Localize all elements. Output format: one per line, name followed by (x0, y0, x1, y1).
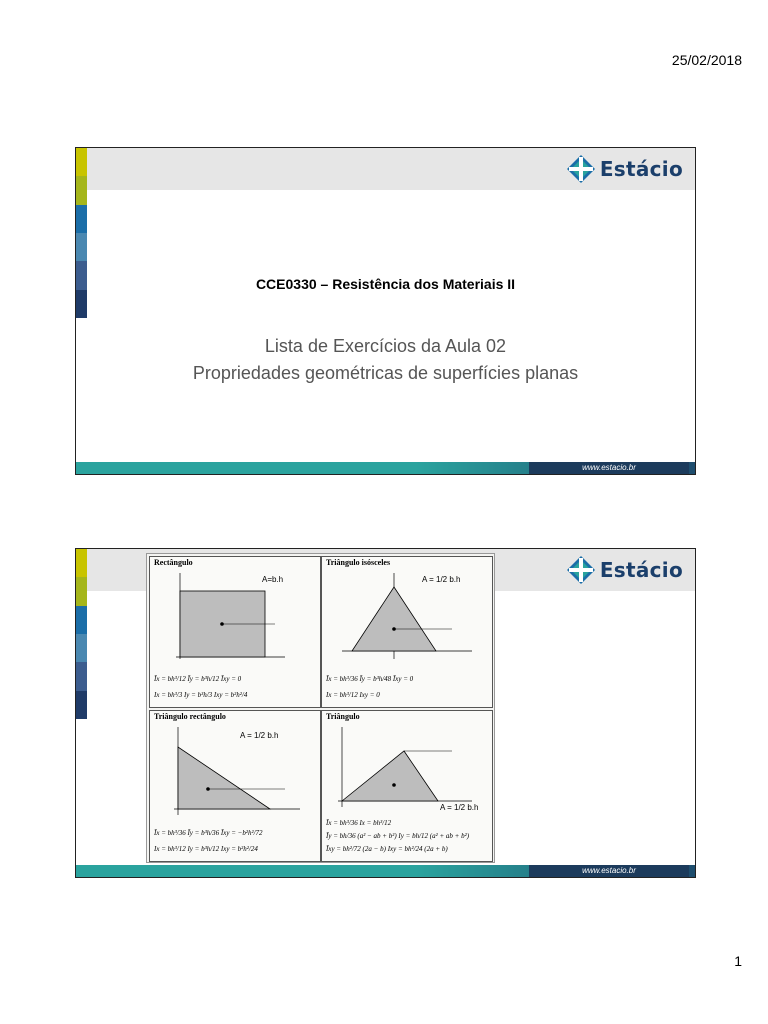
panel-general-triangle (321, 710, 493, 862)
panel-title: Triângulo (326, 712, 360, 721)
slide-subtitle-1: Lista de Exercícios da Aula 02 (264, 336, 507, 356)
footer-url: www.estacio.br (529, 865, 689, 877)
formula-centroidal: Īx = bh³/36 Īy = b³h/36 Īxy = −b²h²/72 (154, 829, 263, 837)
estacio-logo-icon (566, 555, 596, 585)
area-formula: A=b.h (262, 575, 284, 584)
formula-line-1: Īx = bh³/36 Ix = bh³/12 (326, 819, 392, 827)
course-title: CCE0330 – Resistência dos Materiais II (255, 276, 516, 292)
formula-line-3: Īxy = bh²/72 (2a − b) Ixy = bh²/24 (2a + b) (326, 845, 448, 853)
area-formula: A = 1/2 b.h (422, 575, 461, 584)
panel-title: Triângulo isósceles (326, 558, 391, 567)
area-formula: A = 1/2 b.h (240, 731, 279, 740)
panel-title: Triângulo rectângulo (154, 712, 226, 721)
estacio-logo (566, 555, 683, 585)
area-formula: A = 1/2 b.h (440, 803, 479, 812)
estacio-logo (566, 154, 683, 184)
footer-url: www.estacio.br (529, 462, 689, 474)
panel-rectangle (149, 556, 321, 708)
panel-title: Rectângulo (154, 558, 193, 567)
general-triangle-diagram (322, 723, 492, 818)
estacio-logo-icon (566, 154, 596, 184)
panel-right-triangle (149, 710, 321, 862)
right-triangle-diagram (150, 723, 320, 823)
formula-base: Ix = bh³/3 Iy = b³h/3 Ixy = b²h²/4 (154, 691, 248, 699)
formula-base: Ix = bh³/12 Iy = b³h/12 Ixy = b²h²/24 (154, 845, 258, 853)
formula-centroidal: Īx = bh³/12 Īy = b³h/12 Īxy = 0 (154, 675, 242, 683)
slide-subtitle-2: Propriedades geométricas de superfícies planas (192, 363, 579, 383)
color-stripes (76, 549, 87, 719)
slide-footer (76, 462, 695, 474)
slide-2 (75, 548, 696, 878)
slide-footer (76, 865, 695, 877)
formula-line-2: Īy = bh/36 (a² − ab + b²) Iy = bh/12 (a² + ab + b²) (326, 832, 470, 840)
slide-1 (75, 147, 696, 475)
page-date: 25/02/2018 (671, 52, 742, 68)
formula-centroidal: Īx = bh³/36 Īy = b³h/48 Īxy = 0 (326, 675, 414, 683)
estacio-logo-text: Estácio (599, 558, 683, 582)
isosceles-triangle-diagram (322, 569, 492, 669)
rectangle-diagram (150, 569, 320, 669)
estacio-logo-text: Estácio (599, 157, 683, 181)
page-number: 1 (734, 953, 742, 969)
color-stripes (76, 148, 87, 318)
panel-isosceles-triangle (321, 556, 493, 708)
formula-base: Ix = bh³/12 Ixy = 0 (326, 691, 380, 699)
section-properties-table (146, 553, 495, 863)
